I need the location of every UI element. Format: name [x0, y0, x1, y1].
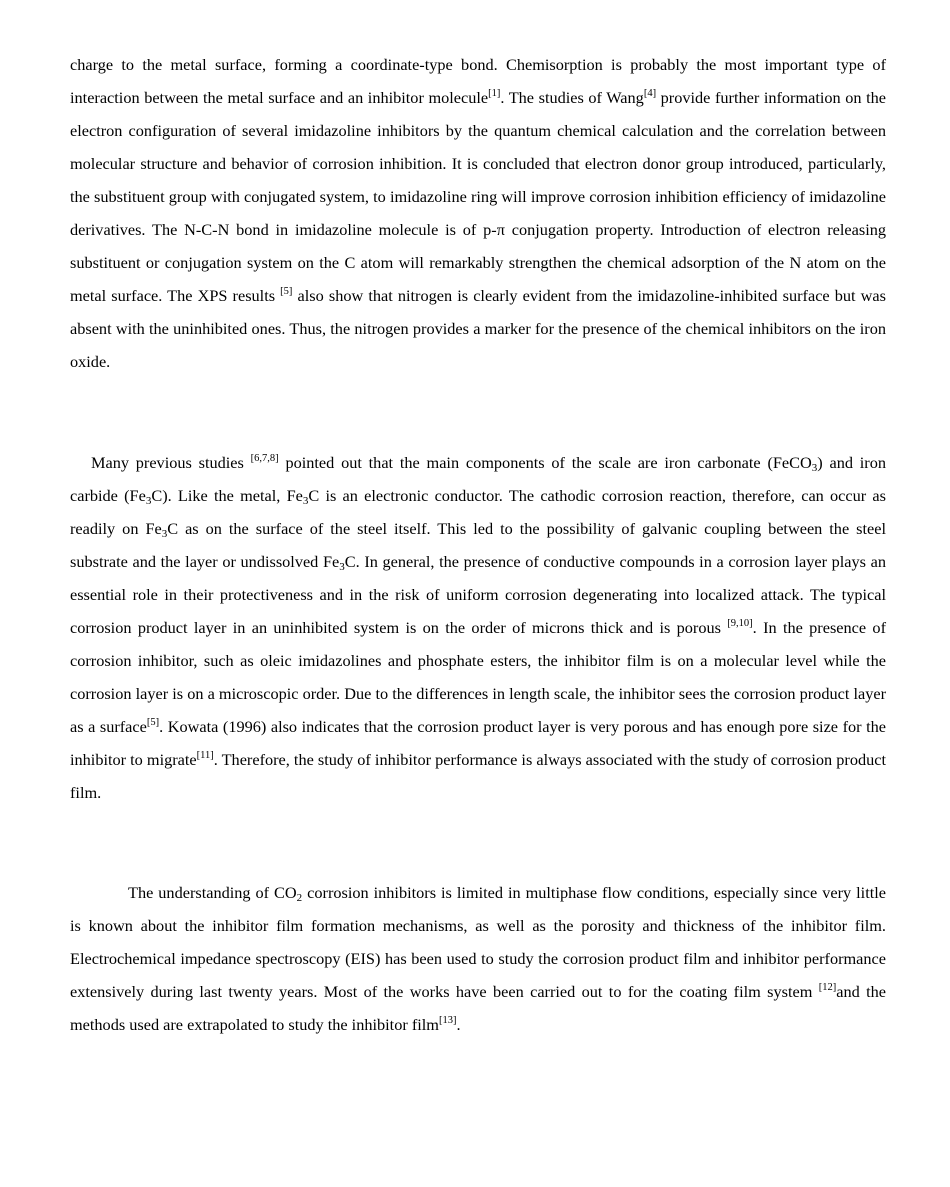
text-run: . The studies of Wang [500, 88, 644, 107]
citation-ref: [5] [146, 717, 160, 728]
subscript: 3 [145, 495, 152, 507]
citation-ref: [6,7,8] [250, 453, 279, 464]
subscript: 3 [339, 561, 345, 573]
citation-ref: [1] [488, 88, 501, 99]
subscript: 3 [811, 462, 818, 474]
subscript: 3 [161, 528, 168, 540]
text-run: C is an electronic conductor. The cathodic corrosion reaction, therefore, can occur as readily on Fe [70, 486, 886, 538]
text-run: . Therefore, the study of inhibitor performance is always associated with the study of corrosion product film. [70, 750, 886, 802]
text-run: . In the presence of corrosion inhibitor, such as oleic imidazolines and phosphate esters, the inhibitor film is on a molecular level while the corrosion layer is on a microscopic order. Due to the differences in length scale, the inhibitor sees the corrosion product layer as a surface [70, 618, 886, 736]
text-run: . [456, 1015, 461, 1034]
citation-ref: [13] [438, 1015, 457, 1026]
text-run: pointed out that the main components of the scale are iron carbonate (FeCO [278, 453, 812, 472]
citation-ref: [9,10] [727, 618, 753, 629]
text-run: C). Like the metal, Fe [151, 486, 303, 505]
citation-ref: [4] [643, 88, 657, 99]
text-run: charge to the metal surface, forming a coordinate-type bond. Chemisorption is probably the most important type of interaction between the metal surface and an inhibitor molecule [70, 55, 886, 107]
text-run: corrosion inhibitors is limited in multiphase flow conditions, especially since very little is known about the inhibitor film formation mechanisms, as well as the porosity and thickness of the inhibitor film. Electrochemical impedance spectroscopy (EIS) has been used to study the corrosion product film and inhibitor performance extensively during last twenty years. Most of the works have been carried out to for the coating film system [70, 883, 886, 1001]
text-run: provide further information on the electron configuration of several imidazoline inhibitors by the quantum chemical calculation and the correlation between molecular structure and behavior of corrosion inhibition. It is concluded that electron donor group introduced, particularly, the substituent group with conjugated system, to imidazoline ring will improve corrosion inhibition efficiency of imidazoline derivatives. The N-C-N bond in imidazoline molecule is of p-π conjugation property. Introduction of electron releasing substituent or conjugation system on the C atom will remarkably strengthen the chemical adsorption of the N atom on the metal surface. The XPS results [70, 88, 887, 305]
text-run: C as on the surface of the steel itself. This led to the possibility of galvanic coupling between the steel substrate and the layer or undissolved Fe [70, 519, 886, 571]
text-run: ) and iron carbide (Fe [70, 453, 887, 505]
paragraph-inhibitor-adsorption [70, 48, 886, 378]
subscript: 2 [296, 892, 303, 904]
text-run: The understanding of CO [128, 883, 297, 902]
citation-ref: [11] [196, 750, 214, 761]
text-run: and the methods used are extrapolated to study the inhibitor film [70, 982, 887, 1034]
text-run: also show that nitrogen is clearly evident from the imidazoline-inhibited surface but was absent with the uninhibited ones. Thus, the nitrogen provides a marker for the presence of the chemical inhibitors on the iron oxide. [70, 286, 886, 371]
text-run: C. In general, the presence of conductive compounds in a corrosion layer plays an essential role in their protectiveness and in the risk of uniform corrosion degenerating into localized attack. The typical corrosion product layer in an uninhibited system is on the order of microns thick and is porous [70, 552, 886, 637]
citation-ref: [12] [818, 982, 837, 993]
paragraph-eis-inhibitor-film [70, 876, 886, 1041]
paragraph-corrosion-scale [70, 446, 886, 809]
subscript: 3 [302, 495, 309, 507]
text-run: . Kowata (1996) also indicates that the corrosion product layer is very porous and has enough pore size for the inhibitor to migrate [70, 717, 886, 769]
citation-ref: [5] [280, 286, 293, 297]
text-run: Many previous studies [91, 453, 251, 472]
